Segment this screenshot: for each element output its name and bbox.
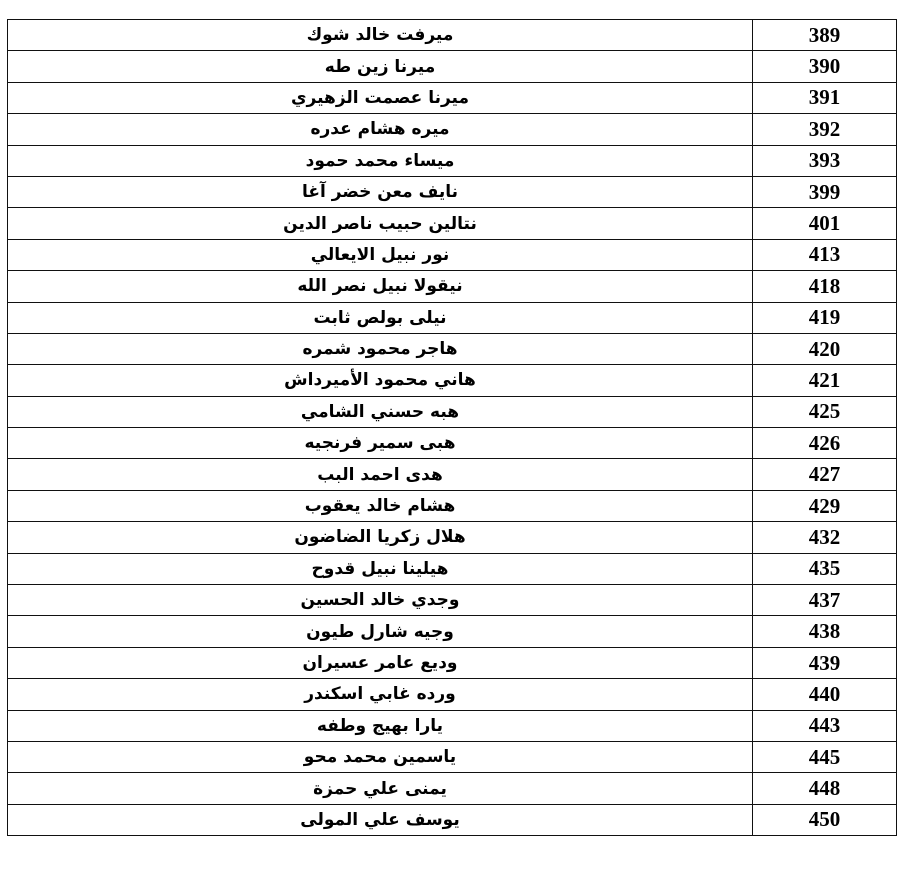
table-row <box>8 302 897 333</box>
person-name-cell: نايف معن خضر آغا <box>8 176 753 207</box>
record-number-cell: 418 <box>753 271 897 302</box>
table-row <box>8 585 897 616</box>
person-name-cell: يوسف علي المولى <box>8 804 753 835</box>
person-name-cell: نيلى بولص ثابت <box>8 302 753 333</box>
person-name-cell: هشام خالد يعقوب <box>8 490 753 521</box>
record-number-cell: 419 <box>753 302 897 333</box>
table-row <box>8 145 897 176</box>
person-name-cell: ميرنا عصمت الزهيري <box>8 82 753 113</box>
record-number-cell: 443 <box>753 710 897 741</box>
table-row <box>8 176 897 207</box>
record-number-cell: 432 <box>753 522 897 553</box>
table-row <box>8 365 897 396</box>
person-name-cell: يمنى علي حمزة <box>8 773 753 804</box>
person-name-cell: ميساء محمد حمود <box>8 145 753 176</box>
record-number-cell: 421 <box>753 365 897 396</box>
record-number-cell: 450 <box>753 804 897 835</box>
person-name-cell: ميرنا زين طه <box>8 51 753 82</box>
table-row <box>8 459 897 490</box>
record-number-cell: 438 <box>753 616 897 647</box>
record-number-cell: 425 <box>753 396 897 427</box>
table-row <box>8 51 897 82</box>
person-name-cell: وديع عامر عسيران <box>8 647 753 678</box>
person-name-cell: هلال زكريا الضاضون <box>8 522 753 553</box>
record-number-cell: 426 <box>753 428 897 459</box>
record-number-cell: 448 <box>753 773 897 804</box>
table-row <box>8 741 897 772</box>
record-number-cell: 401 <box>753 208 897 239</box>
record-number-cell: 420 <box>753 333 897 364</box>
person-name-cell: نور نبيل الايعالي <box>8 239 753 270</box>
names-table-body <box>8 20 897 836</box>
table-row <box>8 396 897 427</box>
person-name-cell: وجدي خالد الحسين <box>8 585 753 616</box>
table-row <box>8 428 897 459</box>
table-row <box>8 239 897 270</box>
record-number-cell: 427 <box>753 459 897 490</box>
record-number-cell: 413 <box>753 239 897 270</box>
person-name-cell: هدى احمد البب <box>8 459 753 490</box>
table-row <box>8 271 897 302</box>
person-name-cell: يارا بهيج وطفه <box>8 710 753 741</box>
table-row <box>8 333 897 364</box>
table-row <box>8 647 897 678</box>
table-row <box>8 710 897 741</box>
record-number-cell: 390 <box>753 51 897 82</box>
person-name-cell: ميره هشام عدره <box>8 114 753 145</box>
record-number-cell: 399 <box>753 176 897 207</box>
table-row <box>8 616 897 647</box>
person-name-cell: نيقولا نبيل نصر الله <box>8 271 753 302</box>
table-row <box>8 553 897 584</box>
record-number-cell: 445 <box>753 741 897 772</box>
person-name-cell: نتالين حبيب ناصر الدين <box>8 208 753 239</box>
names-table <box>7 19 897 836</box>
table-row <box>8 773 897 804</box>
record-number-cell: 440 <box>753 679 897 710</box>
table-row <box>8 82 897 113</box>
person-name-cell: ياسمين محمد محو <box>8 741 753 772</box>
table-row <box>8 804 897 835</box>
record-number-cell: 393 <box>753 145 897 176</box>
record-number-cell: 435 <box>753 553 897 584</box>
table-row <box>8 208 897 239</box>
person-name-cell: هبه حسني الشامي <box>8 396 753 427</box>
person-name-cell: ورده غابي اسكندر <box>8 679 753 710</box>
table-row <box>8 20 897 51</box>
table-row <box>8 679 897 710</box>
table-row <box>8 522 897 553</box>
record-number-cell: 391 <box>753 82 897 113</box>
person-name-cell: ميرفت خالد شوك <box>8 20 753 51</box>
person-name-cell: وجيه شارل طيون <box>8 616 753 647</box>
record-number-cell: 439 <box>753 647 897 678</box>
record-number-cell: 437 <box>753 585 897 616</box>
record-number-cell: 392 <box>753 114 897 145</box>
person-name-cell: هيلينا نبيل قدوح <box>8 553 753 584</box>
person-name-cell: هاجر محمود شمره <box>8 333 753 364</box>
table-row <box>8 490 897 521</box>
record-number-cell: 389 <box>753 20 897 51</box>
table-row <box>8 114 897 145</box>
person-name-cell: هبى سمير فرنجيه <box>8 428 753 459</box>
record-number-cell: 429 <box>753 490 897 521</box>
person-name-cell: هاني محمود الأميرداش <box>8 365 753 396</box>
